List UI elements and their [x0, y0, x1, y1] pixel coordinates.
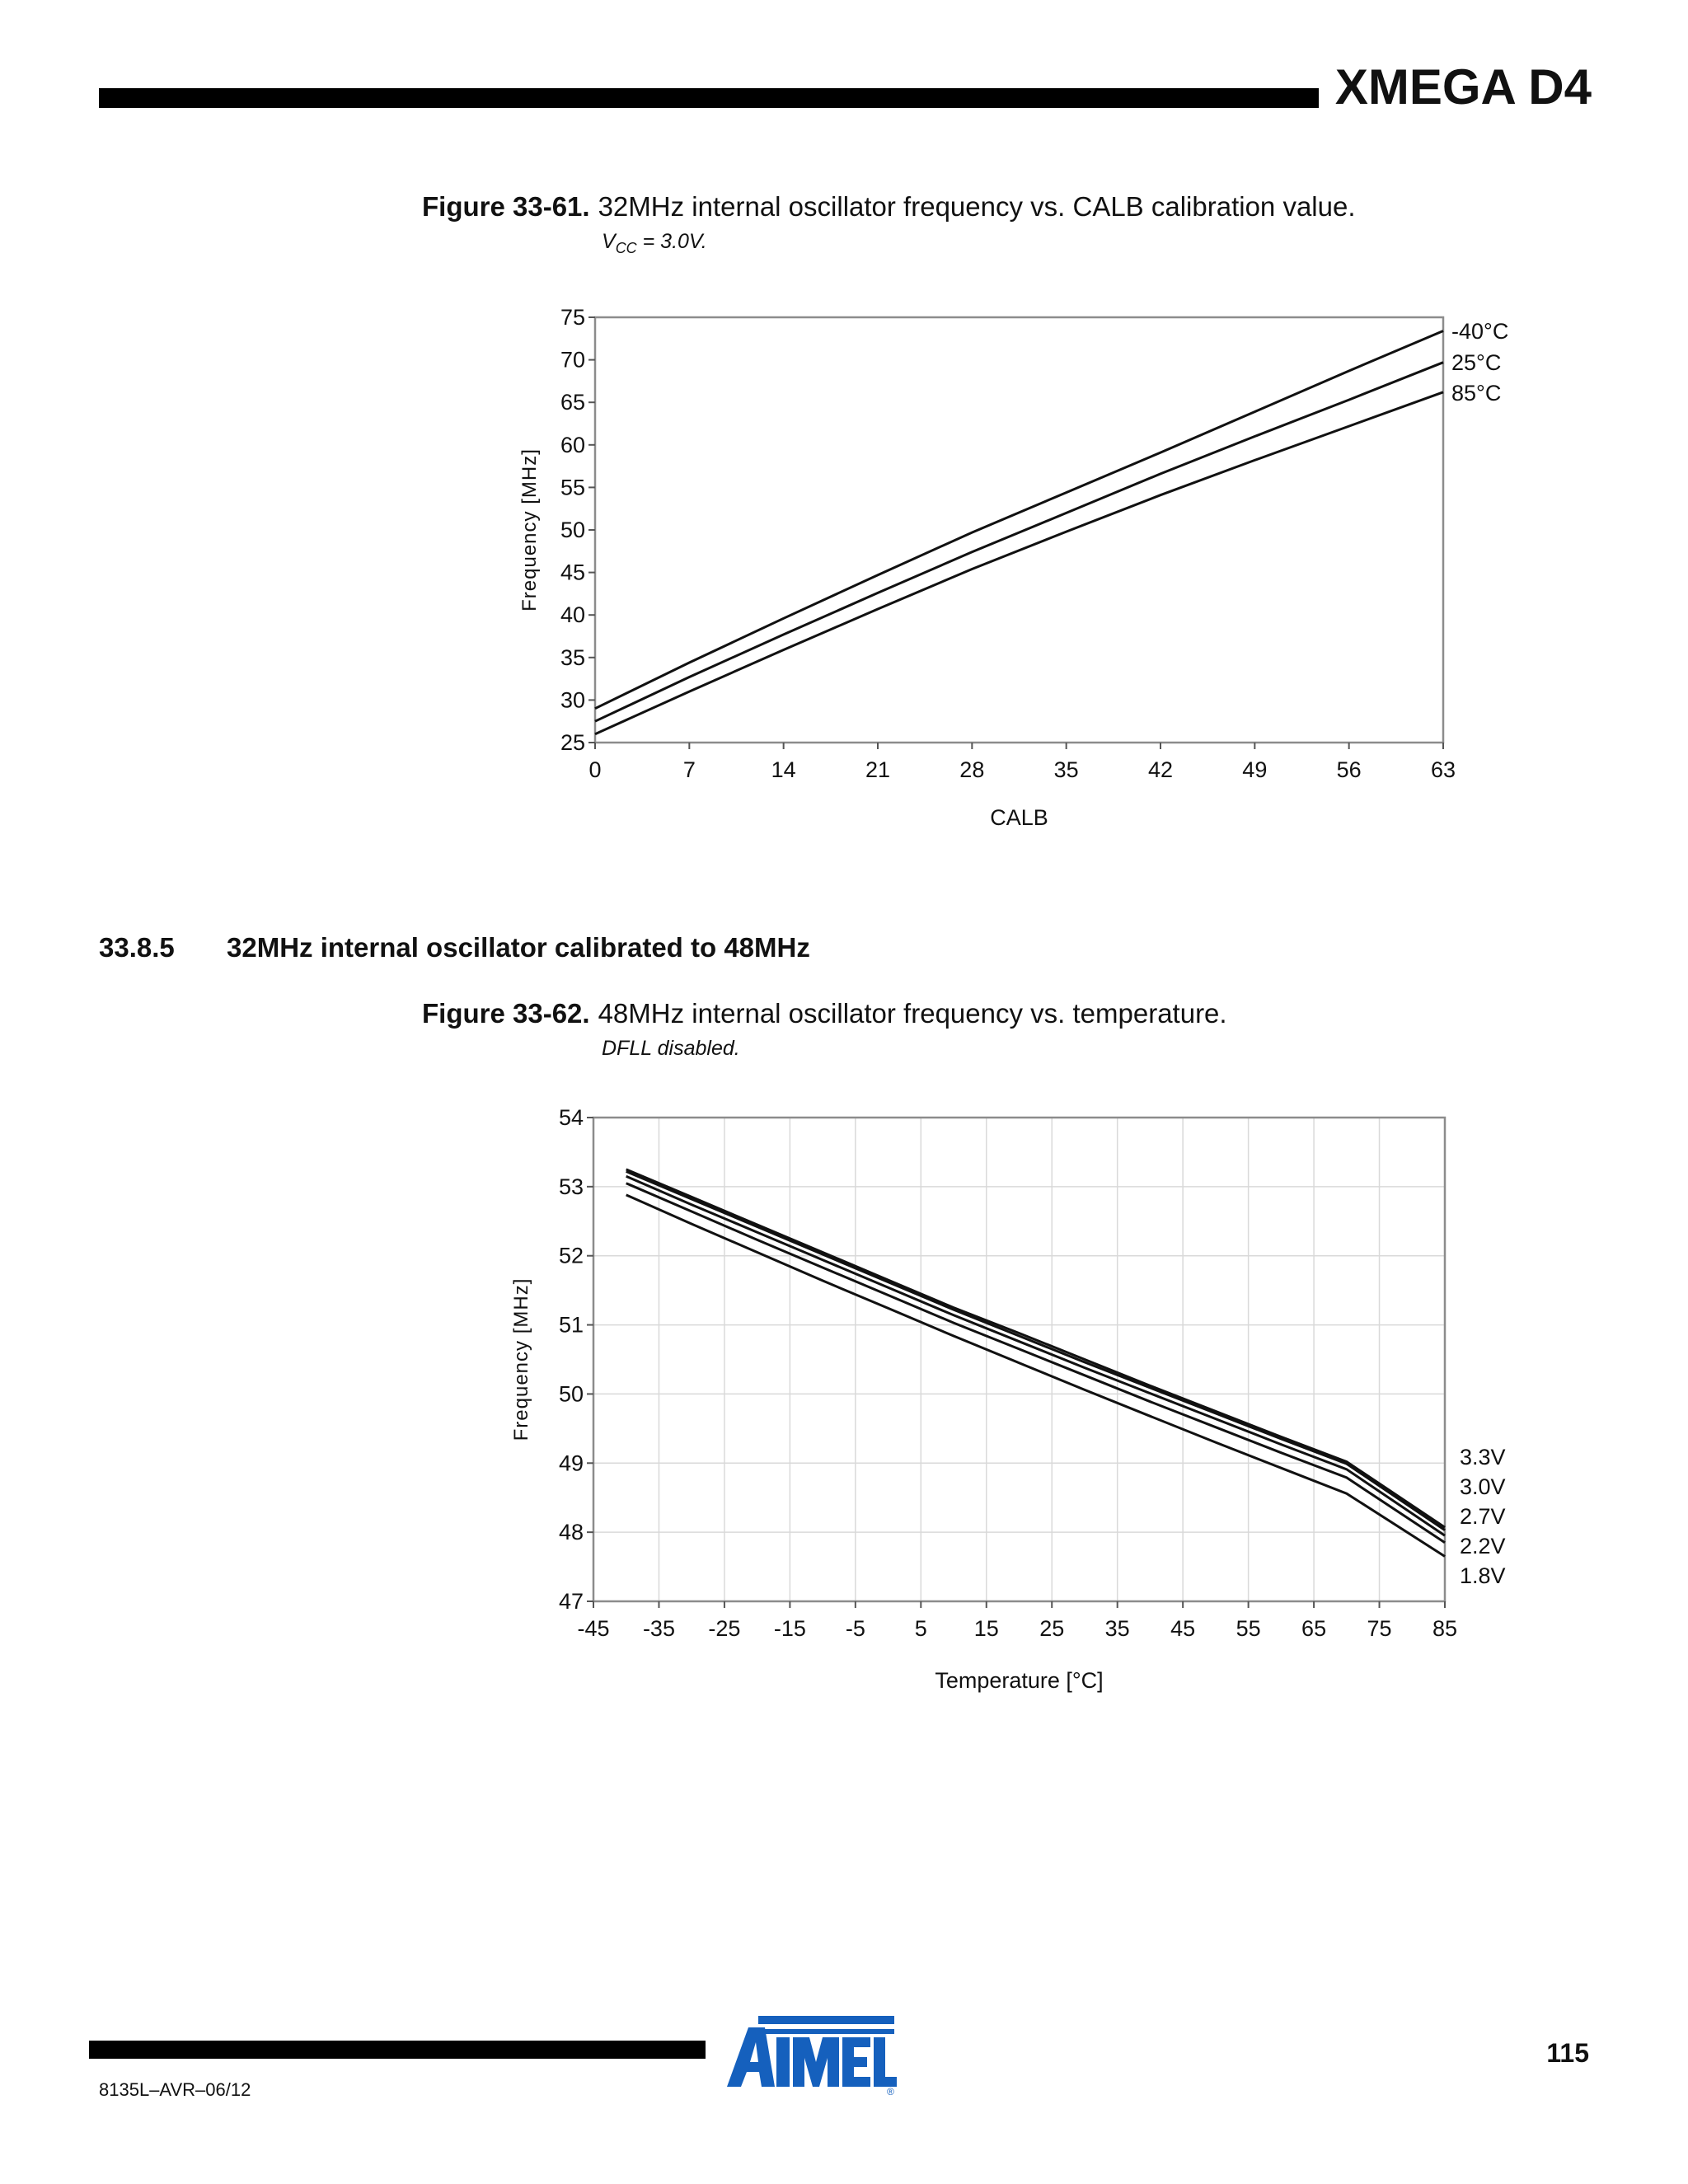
y-tick-label: 60 [560, 432, 585, 457]
footer-document-code: 8135L–AVR–06/12 [99, 2079, 251, 2100]
svg-text:®: ® [887, 2086, 894, 2095]
x-tick-label: 55 [1236, 1616, 1261, 1641]
series-line-3.0V [626, 1171, 1445, 1530]
figure1-caption-text: 32MHz internal oscillator frequency vs. CALB calibration value. [598, 191, 1356, 222]
legend-label: 2.7V [1460, 1504, 1506, 1529]
x-tick-label: 42 [1147, 757, 1174, 782]
y-tick-label: 35 [560, 644, 585, 670]
legend-label: 3.3V [1460, 1445, 1506, 1469]
y-tick-label: 50 [560, 518, 585, 542]
y-tick-label: 52 [558, 1243, 584, 1268]
series-line-1.8V [626, 1195, 1445, 1557]
x-tick-label: 75 [1367, 1616, 1392, 1641]
y-tick-label: 53 [558, 1174, 584, 1199]
legend-label: -40°C [1451, 319, 1509, 344]
figure1-subcaption-v: V [602, 230, 616, 253]
x-tick-label: 35 [1053, 757, 1079, 782]
plot-area-frame [593, 1118, 1445, 1601]
y-tick-label: 40 [560, 602, 585, 628]
x-tick-label: 5 [914, 1616, 927, 1641]
x-tick-label: -45 [577, 1616, 610, 1641]
x-tick-label: 56 [1336, 757, 1362, 782]
x-tick-label: 49 [1242, 757, 1268, 782]
x-tick-label: 85 [1432, 1616, 1458, 1641]
x-tick-label: 0 [588, 757, 602, 782]
figure2-caption-text: 48MHz internal oscillator frequency vs. temperature. [598, 998, 1227, 1029]
x-tick-label: 21 [865, 757, 891, 782]
section-number: 33.8.5 [99, 932, 175, 963]
x-tick-label: 45 [1170, 1616, 1196, 1641]
figure1-subcaption-rest: = 3.0V. [636, 230, 707, 253]
x-tick-label: 28 [959, 757, 985, 782]
x-tick-label: 14 [771, 757, 796, 782]
figure2-subcaption: DFLL disabled. [602, 1037, 740, 1060]
figure1-number: Figure 33-61. [422, 191, 590, 222]
x-axis-title: CALB [990, 805, 1048, 830]
y-tick-label: 51 [558, 1312, 584, 1338]
y-tick-label: 48 [558, 1520, 584, 1545]
y-tick-label: 70 [560, 347, 585, 373]
y-tick-label: 47 [558, 1589, 584, 1614]
x-tick-label: 25 [1039, 1616, 1065, 1641]
y-axis-title: Frequency [MHz] [510, 1277, 532, 1441]
x-tick-label: 63 [1430, 757, 1456, 782]
x-tick-label: -5 [845, 1616, 865, 1641]
y-tick-label: 54 [558, 1105, 584, 1130]
x-tick-label: 15 [973, 1616, 999, 1641]
figure1-subcaption-sub: CC [615, 240, 637, 256]
section-title: 32MHz internal oscillator calibrated to 48MHz [227, 932, 810, 963]
x-axis-title: Temperature [°C] [935, 1668, 1104, 1693]
legend-label: 85°C [1451, 381, 1502, 405]
x-tick-label: -15 [773, 1616, 806, 1641]
y-tick-label: 55 [560, 475, 585, 500]
footer-rule [89, 2041, 706, 2059]
x-tick-label: 65 [1301, 1616, 1327, 1641]
y-tick-label: 30 [560, 687, 585, 713]
legend-label: 3.0V [1460, 1474, 1506, 1499]
legend-label: 25°C [1451, 350, 1502, 375]
legend-label: 1.8V [1460, 1563, 1506, 1588]
atmel-logo [725, 2013, 898, 2095]
series-line-2.2V [626, 1183, 1445, 1543]
figure2-number: Figure 33-62. [422, 998, 590, 1029]
x-tick-label: -25 [708, 1616, 741, 1641]
y-tick-label: 50 [558, 1381, 584, 1407]
document-title: XMEGA D4 [1334, 59, 1592, 115]
y-tick-label: 75 [560, 305, 585, 330]
y-axis-title: Frequency [MHz] [518, 448, 541, 612]
y-tick-label: 25 [560, 730, 585, 755]
legend-label: 2.2V [1460, 1534, 1506, 1558]
page-number: 115 [1546, 2038, 1589, 2068]
x-tick-label: 35 [1104, 1616, 1130, 1641]
atmel-logo-mark [727, 2016, 897, 2095]
x-tick-label: -35 [642, 1616, 675, 1641]
y-tick-label: 65 [560, 390, 585, 415]
y-tick-label: 49 [558, 1451, 584, 1476]
y-tick-label: 45 [560, 560, 585, 585]
x-tick-label: 7 [682, 757, 696, 782]
